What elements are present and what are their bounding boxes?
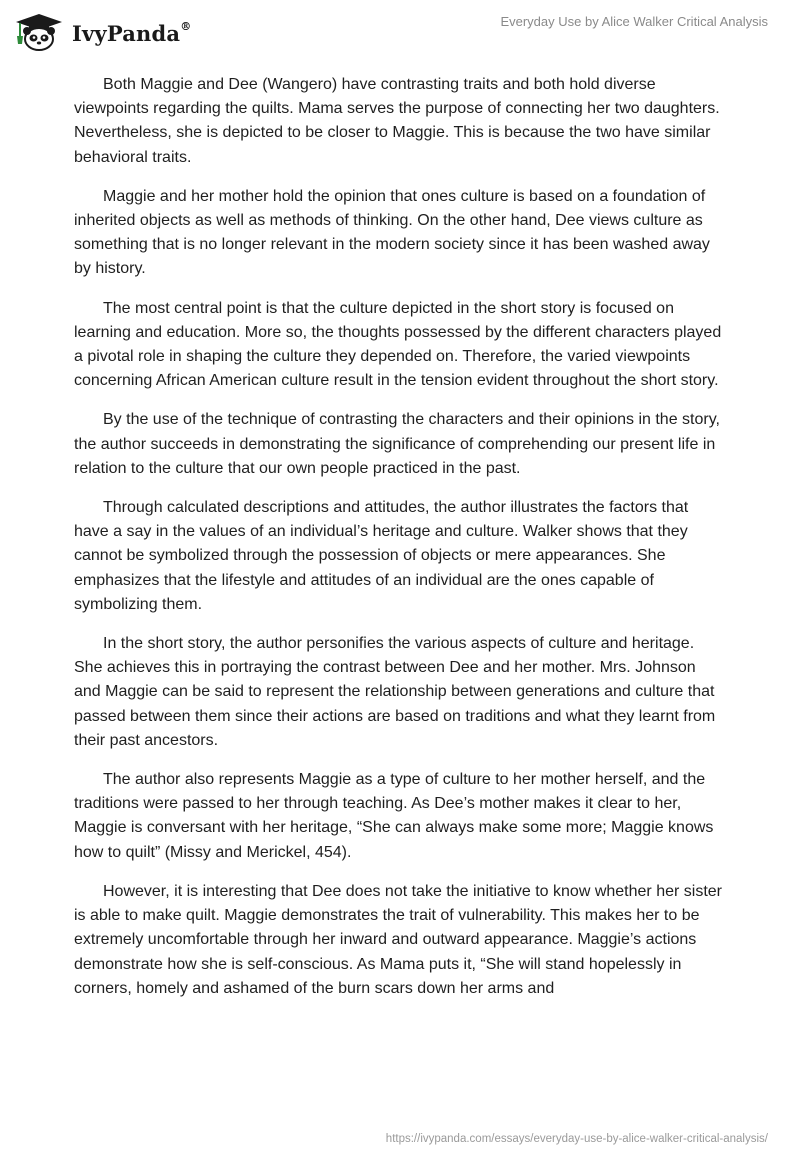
paragraph: The author also represents Maggie as a type of culture to her mother herself, and the traditions were passed to her through teaching. As Dee’s mother makes it clear to her, Maggie is conversant with her heritage, “She can always make some more; Maggie knows how to quilt” (Missy and Merickel, 454).	[74, 771, 714, 861]
brand-name-text: IvyPanda	[72, 20, 181, 46]
essay-body	[74, 73, 726, 1016]
registered-mark: ®	[180, 19, 192, 33]
paragraph: In the short story, the author personifies the various aspects of culture and heritage. She achieves this in portraying the contrast between Dee and her mother. Mrs. Johnson and Maggie can be said to represent the relationship between generations and culture that passed between them since their actions are based on traditions and what they learnt from their past ancestors.	[74, 635, 716, 749]
document-title: Everyday Use by Alice Walker Critical Analysis	[500, 14, 768, 29]
paragraph: By the use of the technique of contrasting the characters and their opinions in the story, the author succeeds in demonstrating the significance of comprehending our present life in relation to the culture that our own people practiced in the past.	[74, 411, 720, 477]
paragraph: The most central point is that the culture depicted in the short story is focused on learning and education. More so, the thoughts possessed by the different characters played a pivotal role in shaping the culture they depended on. Therefore, the varied viewpoints concerning African American culture result in the tension evident throughout the short story.	[74, 299, 722, 390]
panda-graduation-cap-icon	[12, 12, 66, 52]
brand-name	[72, 21, 191, 46]
source-url[interactable]: https://ivypanda.com/essays/everyday-use-by-alice-walker-critical-analysis/	[385, 1133, 768, 1145]
ivypanda-logo[interactable]	[12, 12, 191, 52]
paragraph: Both Maggie and Dee (Wangero) have contrasting traits and both hold diverse viewpoints regarding the quilts. Mama serves the purpose of connecting her two daughters. Nevertheless, she is depicted to be closer to Maggie. This is because the two have similar behavioral traits.	[74, 76, 720, 166]
paragraph: Maggie and her mother hold the opinion that ones culture is based on a foundation of inherited objects as well as methods of thinking. On the other hand, Dee views culture as something that is no longer relevant in the modern society since it has been washed away by history.	[74, 187, 710, 278]
paragraph: However, it is interesting that Dee does not take the initiative to know whether her sister is able to make quilt. Maggie demonstrates the trait of vulnerability. This makes her to be extremely uncomfortable through her inward and outward appearance. Maggie’s actions demonstrate how she is self-conscious. As Mama puts it, “She will stand hopelessly in corners, homely and ashamed of the burn scars down her arms and	[74, 882, 722, 997]
paragraph: Through calculated descriptions and attitudes, the author illustrates the factors that have a say in the values of an individual’s heritage and culture. Walker shows that they cannot be symbolized through the possession of objects or mere appearances. She emphasizes that the lifestyle and attitudes of an individual are the ones capable of symbolizing them.	[74, 499, 689, 613]
page-header	[0, 0, 800, 60]
